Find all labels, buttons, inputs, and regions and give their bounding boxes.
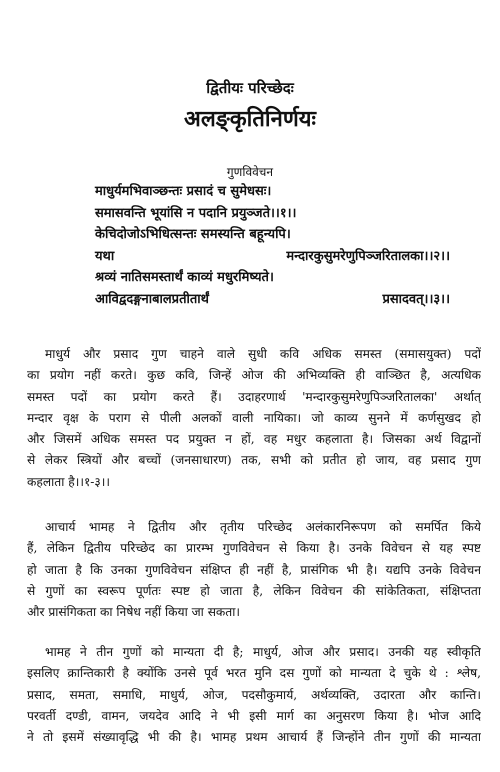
paragraph-line: से लेकर स्त्रियों और बच्चों (जनसाधारण) तक, सभी को प्रतीत हो जाय, वह प्रसाद गुण [27,453,481,468]
paragraph-line: इसलिए क्रान्तिकारी है क्योंकि उनसे पूर्व भरत मुनि दस गुणों को मान्यता दे चुके थे : श्लेष, [27,666,481,681]
paragraph-commentary [27,517,481,623]
verse-text-end: प्रसादवत्।।३।। [382,291,450,307]
paragraph-line: समस्त पदों का प्रयोग करते हैं। उदाहरणार्थ 'मन्दारकुसुमरेणुपिञ्जरितालका' अर्थात् [27,389,481,404]
verse-line [95,224,450,246]
paragraph-line: भामह ने तीन गुणों को मान्यता दी है; माधुर्य, ओज और प्रसाद। उनकी यह स्वीकृति [45,645,481,659]
verse-line [95,267,450,289]
paragraph-line: से गुणों का स्वरूप पूर्णतः स्पष्ट हो जाता है, लेकिन विवेचन की सांकेतिकता, संक्षिप्तता [27,583,481,598]
paragraph-line: हैं, लेकिन द्वितीय परिच्छेद का प्रारम्भ गुणविवेचन से किया है। उनके विवेचन से यह स्पष्ट [27,541,481,556]
paragraph-line: प्रसाद, समता, समाधि, माधुर्य, ओज, पदसौकुमार्य, अर्थव्यक्ति, उदारता और कान्ति। [27,687,481,702]
verse-line [95,181,450,203]
verse-line [95,203,450,225]
verse-line [95,246,450,268]
chapter-heading: द्वितीयः परिच्छेदः [206,79,294,97]
paragraph-gunas [27,642,481,748]
paragraph-line: और प्रासंगिकता का निषेध नहीं किया जा सकता। [27,605,241,620]
paragraph-line: का प्रयोग नहीं करते। कुछ कवि, जिन्हें ओज की अभिव्यक्ति ही वाञ्छित है, अत्यधिक [27,368,481,383]
verse-line [95,289,450,311]
verse-text: श्रव्यं नातिसमस्तार्थं काव्यं मधुरमिष्यते। [95,270,274,285]
verse-text: माधुर्यमभिवाञ्छन्तः प्रसादं च सुमेधसः। [95,184,272,199]
verse-block [95,181,450,310]
verse-text: समासवन्ति भूयांसि न पदानि प्रयुञ्जते।।१।। [95,205,297,221]
verse-text: केचिदोजोऽभिधित्सन्तः समस्यन्ति बहून्यपि। [95,227,291,242]
verse-text: आविद्वदङ्गनाबालप्रतीतार्थं [95,291,209,307]
verse-text-end: मन्दारकुसुमरेणुपिञ्जरितालका।।२।। [286,248,450,264]
paragraph-line: आचार्य भामह ने द्वितीय और तृतीय परिच्छेद अलंकारनिरूपण को समर्पित किये [45,520,481,534]
paragraph-line: हो जाता है कि उनका गुणविवेचन संक्षिप्त ही नहीं है, प्रासंगिक भी है। यद्यपि उनके विवेचन [27,562,481,577]
paragraph-line: और जिसमें अधिक समस्त पद प्रयुक्त न हों, वह मधुर कहलाता है। जिसका अर्थ विद्वानों [27,432,481,447]
paragraph-line: मन्दार वृक्ष के पराग से पीली अलकों वाली नायिका। जो काव्य सुनने में कर्णसुखद हो [27,410,481,425]
verse-text: यथा [95,248,115,264]
paragraph-line: कहलाता है।।१-३।। [27,474,110,489]
chapter-title: अलङ्कृतिनिर्णयः [184,106,316,132]
section-heading: गुणविवेचन [226,165,274,179]
paragraph-line: माधुर्य और प्रसाद गुण चाहने वाले सुधी कवि अधिक समस्त (समासयुक्त) पदों [45,347,481,361]
paragraph-line: परवर्ती दण्डी, वामन, जयदेव आदि ने भी इसी मार्ग का अनुसरण किया है। भोज आदि [27,708,481,723]
paragraph-translation [27,344,481,493]
paragraph-line: ने तो इसमें संख्यावृद्धि भी की है। भामह प्रथम आचार्य हैं जिन्होंने तीन गुणों की मान्यता [27,730,481,745]
